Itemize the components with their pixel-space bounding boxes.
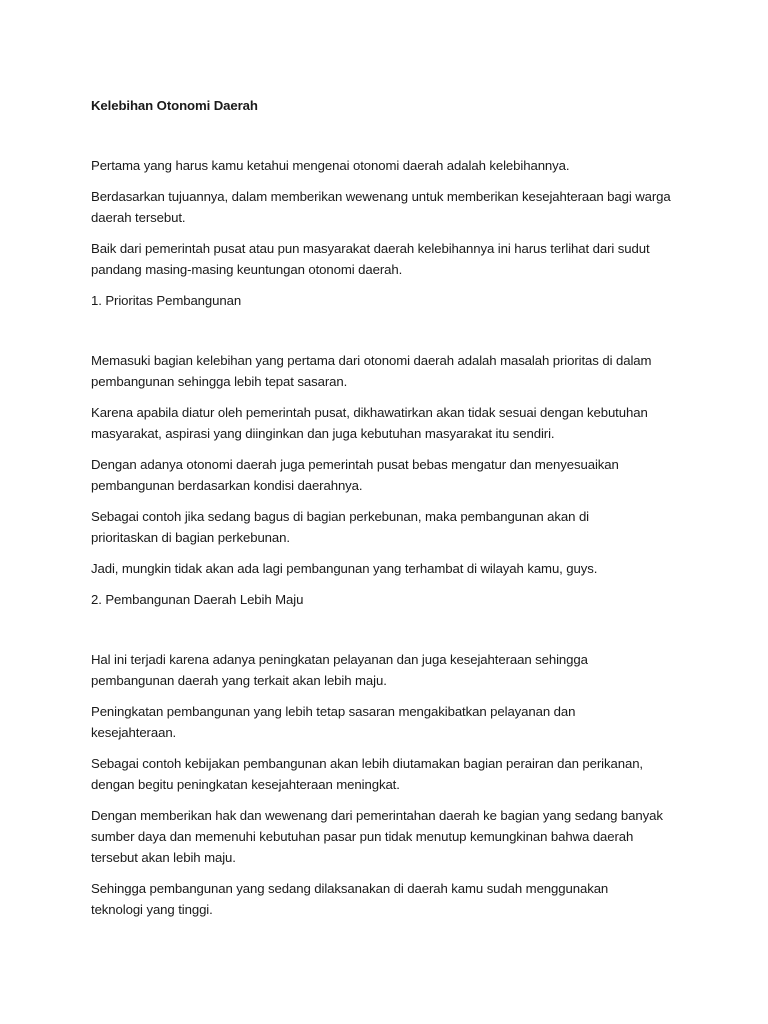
intro-paragraph-3: Baik dari pemerintah pusat atau pun masyarakat daerah kelebihannya ini harus terlihat dari sudut pandang masing-masing keuntungan otonomi daerah. [91,241,650,277]
section-2-heading: 2. Pembangunan Daerah Lebih Maju [91,592,304,607]
section-1-paragraph-2: Karena apabila diatur oleh pemerintah pusat, dikhawatirkan akan tidak sesuai dengan kebutuhan masyarakat, aspirasi yang diinginkan dan juga kebutuhan masyarakat itu sendiri. [91,405,648,441]
section-1-paragraph-4: Sebagai contoh jika sedang bagus di bagian perkebunan, maka pembangunan akan di prioritaskan di bagian perkebunan. [91,509,590,545]
section-2-paragraph-1: Hal ini terjadi karena adanya peningkatan pelayanan dan juga kesejahteraan sehingga pembangunan daerah yang terkait akan lebih maju. [91,652,588,688]
section-2-paragraph-4: Dengan memberikan hak dan wewenang dari pemerintahan daerah ke bagian yang sedang banyak sumber daya dan memenuhi kebutuhan pasar pun tidak menutup kemungkinan bahwa daerah tersebut akan lebih maju. [91,808,663,865]
section-1-heading: 1. Prioritas Pembangunan [91,293,242,308]
section-1-paragraph-5: Jadi, mungkin tidak akan ada lagi pembangunan yang terhambat di wilayah kamu, guys. [91,561,598,576]
section-2-paragraph-2: Peningkatan pembangunan yang lebih tetap sasaran mengakibatkan pelayanan dan kesejahteraan. [91,704,576,740]
intro-paragraph-2: Berdasarkan tujuannya, dalam memberikan wewenang untuk memberikan kesejahteraan bagi warga daerah tersebut. [91,189,671,225]
document-title: Kelebihan Otonomi Daerah [91,98,258,113]
section-1-paragraph-1: Memasuki bagian kelebihan yang pertama dari otonomi daerah adalah masalah prioritas di dalam pembangunan sehingga lebih tepat sasaran. [91,353,652,389]
section-1-paragraph-3: Dengan adanya otonomi daerah juga pemerintah pusat bebas mengatur dan menyesuaikan pembangunan berdasarkan kondisi daerahnya. [91,457,619,493]
intro-paragraph-1: Pertama yang harus kamu ketahui mengenai otonomi daerah adalah kelebihannya. [91,158,570,173]
section-2-paragraph-5: Sehingga pembangunan yang sedang dilaksanakan di daerah kamu sudah menggunakan teknologi yang tinggi. [91,881,609,917]
document-page [91,95,691,930]
section-2-paragraph-3: Sebagai contoh kebijakan pembangunan akan lebih diutamakan bagian perairan dan perikanan, dengan begitu peningkatan kesejahteraan meningkat. [91,756,643,792]
